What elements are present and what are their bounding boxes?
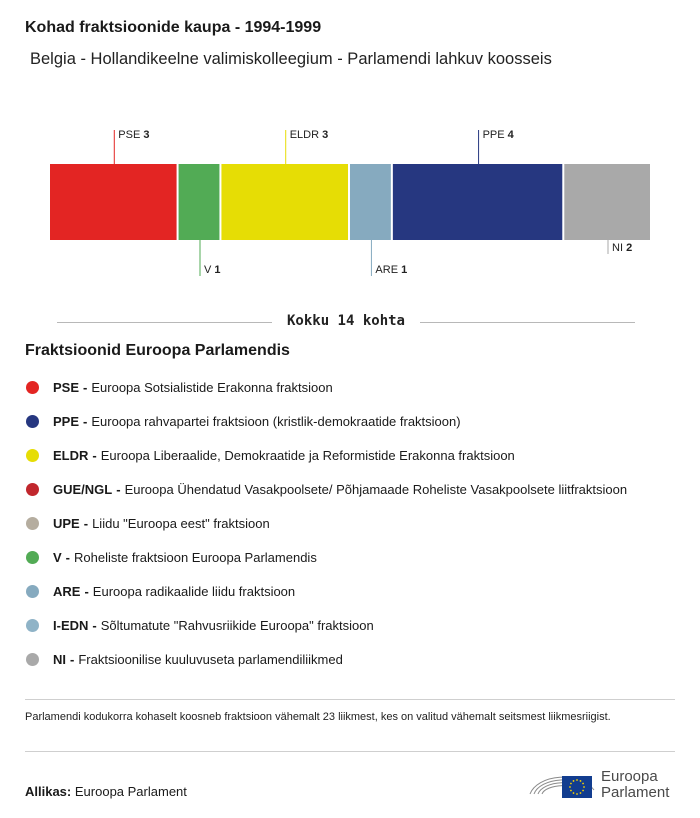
segment-label-pse (118, 129, 149, 141)
legend-abbr: NI (53, 651, 66, 667)
segment-label-seats: 3 (143, 129, 150, 141)
bar-segment-pse (50, 164, 177, 240)
segment-label-seats: 3 (322, 129, 329, 141)
divider-right (420, 322, 635, 323)
total-row (57, 312, 635, 332)
legend-separator: - (83, 379, 88, 395)
legend-title: Fraktsioonid Euroopa Parlamendis (25, 342, 290, 359)
legend-color-dot (26, 381, 39, 394)
legend-item-pse (25, 370, 685, 404)
legend-separator: - (84, 583, 89, 599)
logo-wordmark (601, 769, 669, 801)
legend-text (53, 550, 317, 565)
legend-description: Euroopa Sotsialistide Erakonna fraktsioon (91, 379, 333, 395)
legend-abbr: I-EDN (53, 617, 89, 633)
chart-subtitle: Belgia - Hollandikeelne valimiskolleegium - Parlamendi lahkuv koosseis (30, 50, 552, 68)
segment-label-ni (612, 242, 632, 254)
european-parliament-logo (528, 760, 678, 802)
legend-description: Euroopa radikaalide liidu fraktsioon (92, 583, 296, 599)
segment-label-seats: 2 (626, 242, 633, 254)
legend-text (53, 482, 627, 497)
segment-label-are (375, 264, 407, 276)
legend-abbr: V (53, 549, 62, 565)
bar-segment-ni (564, 164, 650, 240)
legend-item-gue-ngl (25, 472, 685, 506)
legend-text (53, 516, 270, 531)
legend-description: Sõltumatute "Rahvusriikide Euroopa" fraktsioon (100, 617, 374, 633)
legend-color-dot (26, 585, 39, 598)
segment-label-eldr (290, 129, 329, 141)
source (25, 784, 187, 799)
segment-label-ppe (483, 129, 515, 141)
legend-color-dot (26, 551, 39, 564)
legend-item-v (25, 540, 685, 574)
chart-title: Kohad fraktsioonide kaupa - 1994-1999 (25, 19, 322, 36)
logo-star (573, 780, 575, 782)
legend-text (53, 584, 295, 599)
legend-description: Liidu "Euroopa eest" fraktsioon (92, 515, 270, 531)
legend-item-are (25, 574, 685, 608)
total-seats-label: Kokku 14 kohta (286, 313, 405, 329)
legend-abbr: ARE (53, 583, 81, 599)
legend-text (53, 380, 333, 395)
legend-color-dot (26, 619, 39, 632)
logo-star (570, 790, 572, 792)
legend-description: Euroopa Liberaalide, Demokraatide ja Reformistide Erakonna fraktsioon (100, 447, 515, 463)
segment-label-seats: 1 (214, 264, 221, 276)
legend-description: Euroopa rahvapartei fraktsioon (kristlik-demokraatide fraktsioon) (91, 413, 461, 429)
group-legend (25, 370, 685, 676)
segment-label-name: PPE (482, 129, 508, 141)
legend-item-ni (25, 642, 685, 676)
bar-segment-are (350, 164, 391, 240)
hemicycle-flag-icon (528, 760, 598, 802)
legend-description: Euroopa Ühendatud Vasakpoolsete/ Põhjamaade Roheliste Vasakpoolsete liitfraktsioon (124, 481, 628, 497)
stacked-bar-svg (0, 120, 700, 290)
logo-star (580, 792, 582, 794)
logo-star (573, 792, 575, 794)
legend-color-dot (26, 415, 39, 428)
legend-abbr: GUE/NGL (53, 481, 113, 497)
segment-label-name: ELDR (289, 129, 323, 141)
segment-label-name: NI (612, 242, 627, 254)
logo-star (580, 780, 582, 782)
bar-segment-v (179, 164, 220, 240)
legend-separator: - (92, 617, 97, 633)
legend-description: Roheliste fraktsioon Euroopa Parlamendis (74, 549, 317, 565)
legend-abbr: PSE (53, 379, 80, 395)
legend-text (53, 414, 461, 429)
legend-separator: - (83, 413, 88, 429)
legend-abbr: PPE (53, 413, 80, 429)
legend-item-eldr (25, 438, 685, 472)
legend-separator: - (116, 481, 121, 497)
logo-star (576, 793, 578, 795)
legend-item-upe (25, 506, 685, 540)
legend-item-i-edn (25, 608, 685, 642)
logo-star (576, 779, 578, 781)
footnote-divider-bottom (25, 751, 675, 752)
legend-item-ppe (25, 404, 685, 438)
legend-description: Fraktsioonilise kuuluvuseta parlamendiliikmed (78, 651, 343, 667)
legend-separator: - (83, 515, 89, 531)
logo-line-1: Euroopa (601, 768, 658, 785)
segment-label-name: V (204, 264, 215, 276)
segment-label-name: PSE (118, 129, 144, 141)
legend-separator: - (92, 447, 97, 463)
logo-star (582, 790, 584, 792)
source-value: Euroopa Parlament (74, 784, 187, 799)
legend-text (53, 618, 374, 633)
legend-abbr: UPE (53, 515, 80, 531)
source-label: Allikas: (25, 784, 72, 799)
logo-star (583, 786, 585, 788)
legend-text (53, 448, 515, 463)
legend-color-dot (26, 653, 39, 666)
legend-color-dot (26, 517, 39, 530)
legend-color-dot (26, 449, 39, 462)
logo-star (570, 783, 572, 785)
legend-color-dot (26, 483, 39, 496)
legend-text (53, 652, 343, 667)
footnote-divider-top (25, 699, 675, 700)
seat-distribution-chart (0, 120, 700, 290)
segment-label-seats: 1 (401, 264, 408, 276)
bar-segment-eldr (221, 164, 348, 240)
legend-abbr: ELDR (53, 447, 89, 463)
segment-label-v (204, 264, 221, 276)
logo-star (582, 783, 584, 785)
segment-label-seats: 4 (507, 129, 514, 141)
bar-segment-ppe (393, 164, 562, 240)
logo-line-2: Parlament (601, 784, 670, 801)
footnote: Parlamendi kodukorra kohaselt koosneb fraktsioon vähemalt 23 liikmest, kes on valitud vähemalt seitsmest liikmesriigist. (25, 711, 611, 723)
logo-star (569, 786, 571, 788)
legend-separator: - (70, 651, 75, 667)
segment-label-name: ARE (375, 264, 402, 276)
legend-separator: - (65, 549, 71, 565)
